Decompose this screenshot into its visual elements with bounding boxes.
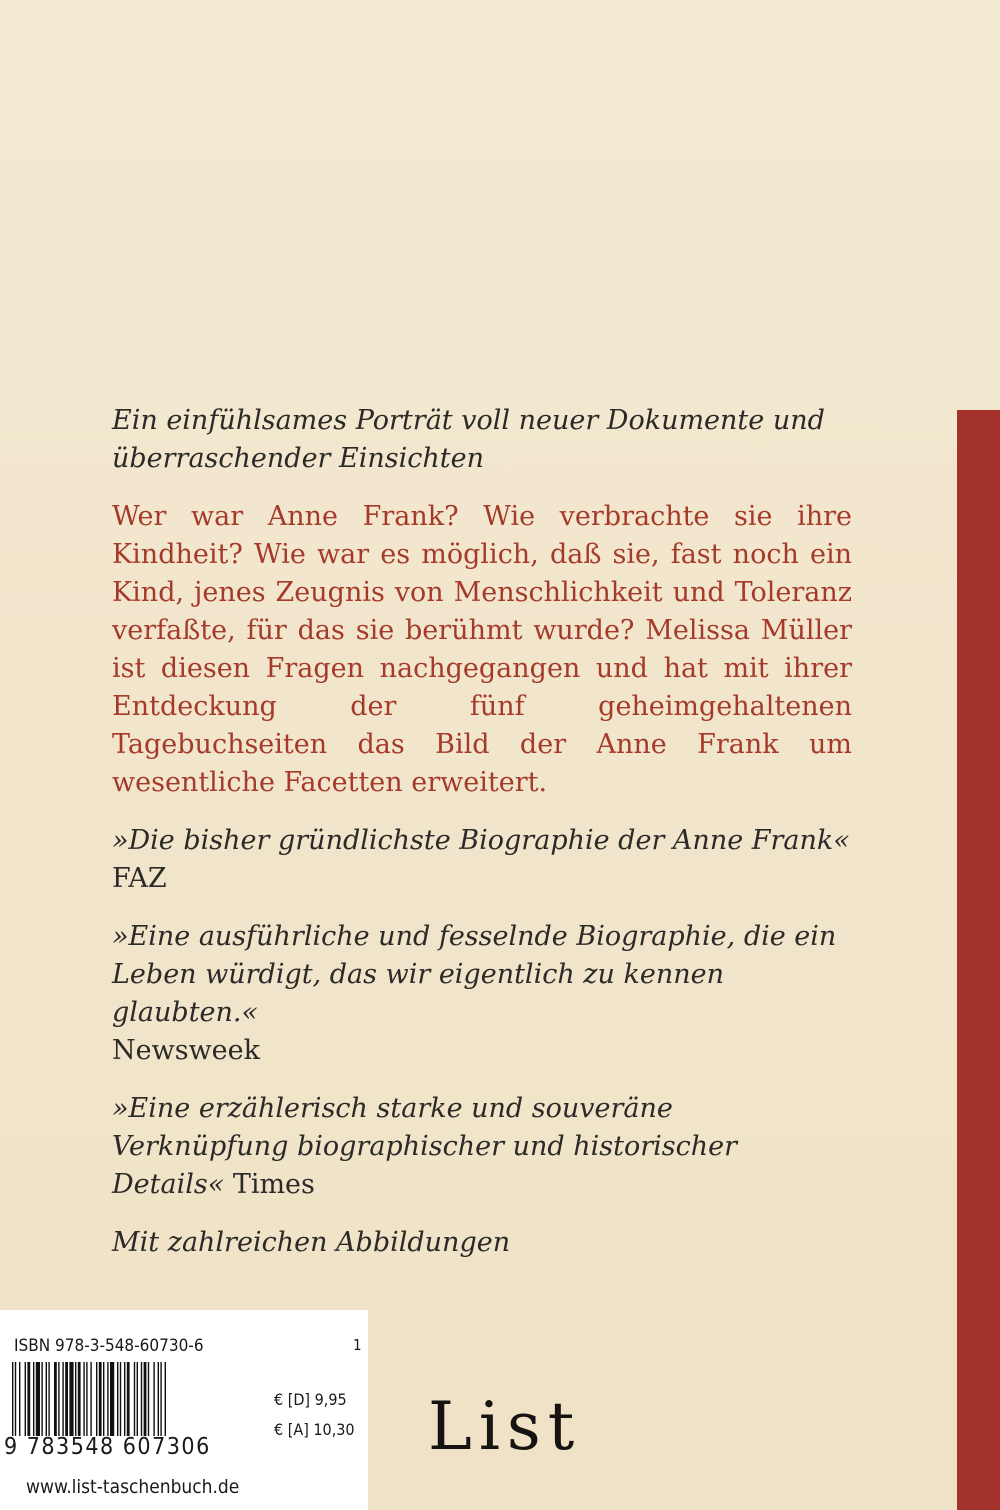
barcode-digits: 9 783548 607306: [4, 1434, 211, 1460]
isbn-label: [0, 1310, 368, 1510]
quote-faz: [112, 822, 852, 898]
illustrations-note: Mit zahlreichen Abbildungen: [112, 1227, 511, 1258]
quote-text: »Eine ausführliche und fesselnde Biographie, die ein Leben würdigt, das wir eigentlich zu kennen glaubten.«: [112, 921, 837, 1028]
quote-source: Newsweek: [112, 1035, 260, 1066]
quote-source: Times: [232, 1169, 315, 1200]
price-austria: € [A] 10,30: [274, 1420, 355, 1439]
publisher-logo: List: [428, 1388, 582, 1465]
quote-newsweek: [112, 918, 852, 1070]
quote-text: »Die bisher gründlichste Biographie der Anne Frank«: [112, 825, 850, 856]
red-accent-band: [957, 410, 1000, 1510]
subtitle: Ein einfühlsames Porträt voll neuer Dokumente und überraschender Einsichten: [112, 405, 825, 474]
blurb-block: [112, 402, 852, 1262]
price-germany: € [D] 9,95: [274, 1390, 347, 1409]
publisher-website: www.list-taschenbuch.de: [26, 1476, 240, 1498]
description: Wer war Anne Frank? Wie verbrachte sie ihre Kindheit? Wie war es möglich, daß sie, fast noch ein Kind, jenes Zeugnis von Menschlichkeit und Toleranz verfaßte, für das sie berühmt wurde? Melissa Müller ist diesen Fragen nachgegangen und hat mit ihrer Entdeckung der fünf geheimgehaltenen Tagebuchseiten das Bild der Anne Frank um wesentliche Facetten erweitert.: [112, 501, 852, 798]
quote-times: [112, 1090, 852, 1204]
quote-source: FAZ: [112, 863, 167, 894]
isbn-number: ISBN 978-3-548-60730-6: [14, 1336, 204, 1356]
label-index: 1: [353, 1336, 362, 1354]
barcode-icon: [12, 1362, 250, 1436]
quote-text: »Eine erzählerisch starke und souveräne Verknüpfung biographischer und historischer Details«: [112, 1093, 737, 1200]
